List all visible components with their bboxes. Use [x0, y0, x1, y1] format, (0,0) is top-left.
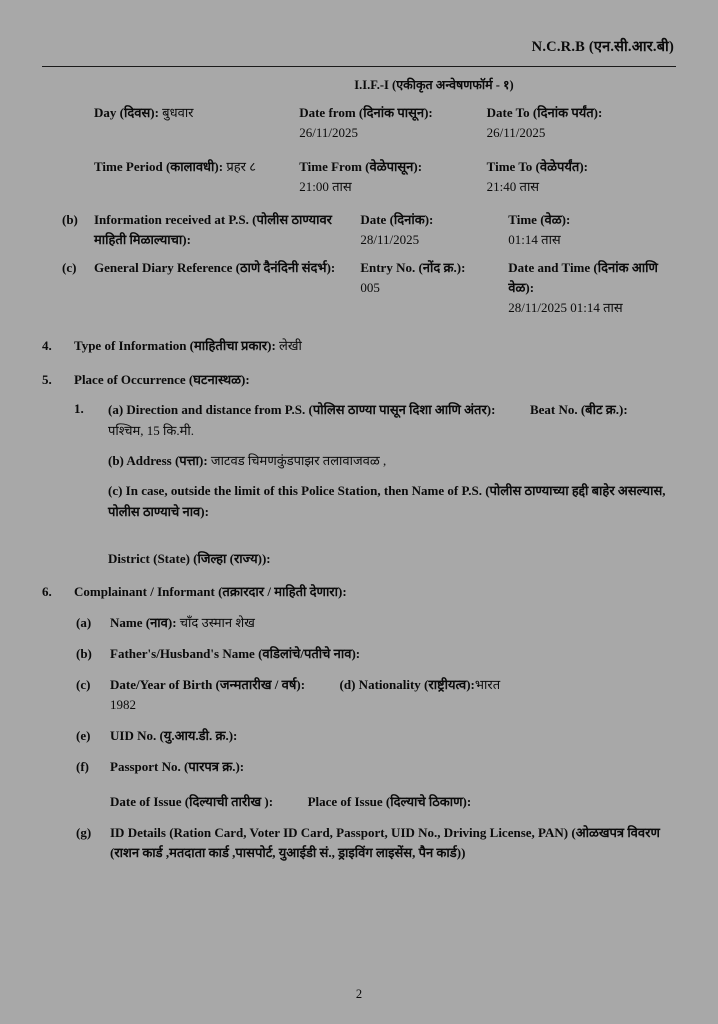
- item-c-datetime-cell: [508, 258, 684, 318]
- item-c-row: [34, 258, 684, 318]
- date-from-label: Date from (दिनांक पासून):: [299, 105, 433, 120]
- section-4: [34, 336, 684, 357]
- poo-district-label: District (State) (जिल्हा (राज्य)):: [108, 551, 271, 567]
- complainant-id-details-body: [110, 823, 684, 865]
- section-5-label: Place of Occurrence (घटनास्थळ):: [74, 372, 250, 388]
- section-4-number: 4.: [42, 338, 52, 354]
- date-from-value: 26/11/2025: [299, 125, 358, 141]
- complainant-dob-body: [110, 675, 684, 717]
- section-6-number: 6.: [42, 584, 52, 600]
- complainant-passport-row: [74, 757, 684, 813]
- complainant-father-body: [110, 644, 684, 665]
- complainant-name-label: Name (नाव):: [110, 614, 177, 630]
- complainant-id-details-label: ID Details (Ration Card, Voter ID Card, Passport, UID No., Driving License, PAN) (ओळखपत्र विवरण (राशन कार्ड ,मतदाता कार्ड ,पासपोर्ट, युआईडी सं., ड्राइविंग लाइसेंस, पैन कार्ड)): [110, 824, 660, 861]
- complainant-id-details-row: [74, 823, 684, 865]
- time-period-cell: [94, 157, 299, 177]
- section-5: [34, 370, 684, 578]
- item-b-date-value: 28/11/2025: [360, 231, 420, 247]
- item-c-entry-value: 005: [360, 279, 380, 295]
- section-5-sub-body: [108, 399, 684, 578]
- poo-address-label: (b) Address (पत्ता):: [108, 452, 208, 468]
- item-b-label: Information received at P.S. (पोलीस ठाण्यावर माहिती मिळाल्याचा):: [94, 211, 332, 247]
- section-5-sub-1: [74, 399, 684, 578]
- date-to-label: Date To (दिनांक पर्यंत):: [486, 105, 603, 120]
- item-b-time-label: Time (वेळ):: [508, 211, 571, 227]
- poo-address-value: जाटवड चिमणकुंडपाझर तलावाजवळ ,: [210, 452, 387, 468]
- iif-title: I.I.F.-I (एकीकृत अन्वेषणफॉर्म - १): [354, 78, 514, 92]
- complainant-uid-marker: (e): [76, 728, 91, 744]
- section-6-body: [74, 582, 684, 864]
- datetime-block: [94, 103, 684, 198]
- page-number: 2: [355, 987, 363, 1001]
- item-c-datetime-value: 28/11/2025 01:14 तास: [508, 300, 623, 316]
- complainant-nationality-value: भारत: [474, 676, 501, 692]
- date-to-cell: [487, 103, 684, 143]
- passport-issue-place-label: Place of Issue (दिल्याचे ठिकाण):: [307, 793, 472, 809]
- item-b-date-cell: [360, 210, 508, 250]
- poo-direction-value: पश्चिम, 15 कि.मी.: [108, 422, 195, 438]
- complainant-name-body: [110, 613, 684, 634]
- complainant-name-marker: (a): [76, 614, 92, 630]
- complainant-uid-row: [74, 726, 684, 747]
- section-5-sub-number: 1.: [74, 400, 84, 416]
- complainant-father-label: Father's/Husband's Name (वडिलांचे/पतीचे नाव):: [110, 645, 361, 661]
- complainant-passport-body: [110, 757, 684, 813]
- poo-outside-ps-row: [108, 480, 684, 522]
- poo-direction-label: (a) Direction and distance from P.S. (पोलिस ठाण्या पासून दिशा आणि अंतर):: [108, 401, 496, 417]
- complainant-father-row: [74, 644, 684, 665]
- poo-outside-ps-label: (c) In case, outside the limit of this Police Station, then Name of P.S. (पोलीस ठाण्याच्या हद्दी बाहेर असल्यास, पोलीस ठाण्याचे नाव):: [108, 483, 666, 520]
- day-label: Day (दिवस):: [94, 105, 159, 120]
- poo-direction-row: [108, 399, 684, 441]
- complainant-passport-label: Passport No. (पारपत्र क्र.):: [110, 758, 245, 774]
- date-from-cell: [299, 103, 486, 143]
- complainant-name-value: चाँद उस्मान शेख: [179, 614, 255, 630]
- complainant-name-row: [74, 613, 684, 634]
- item-c-entry-cell: [360, 258, 508, 298]
- page-inner: [34, 36, 684, 1012]
- section-5-body: [74, 370, 684, 578]
- passport-issue-date-label: Date of Issue (दिल्याची तारीख ):: [110, 793, 274, 809]
- complainant-passport-marker: (f): [76, 758, 89, 774]
- poo-address-row: [108, 450, 684, 471]
- complainant-dob-row: [74, 675, 684, 717]
- item-b-time-value: 01:14 तास: [508, 231, 561, 247]
- complainant-uid-body: [110, 726, 684, 747]
- item-c-entry-label: Entry No. (नोंद क्र.):: [360, 259, 466, 275]
- time-period-label: Time Period (कालावधी):: [94, 159, 224, 175]
- section-6-label: Complainant / Informant (तक्रारदार / माहिती देणारा):: [74, 584, 347, 600]
- datetime-row-1: [94, 103, 684, 143]
- passport-issue-row: [110, 792, 684, 813]
- time-to-cell: [487, 157, 684, 197]
- ncrb-header: N.C.R.B (एन.सी.आर.बी): [531, 39, 674, 55]
- complainant-dob-label: Date/Year of Birth (जन्मतारीख / वर्ष):: [110, 676, 306, 692]
- date-to-value: 26/11/2025: [486, 125, 546, 141]
- time-to-value: 21:40 तास: [486, 179, 540, 195]
- complainant-father-marker: (b): [76, 645, 92, 661]
- item-b-marker: (b): [62, 211, 78, 227]
- section-4-body: [74, 336, 684, 357]
- section-4-value: लेखी: [279, 338, 302, 354]
- section-6: [34, 582, 684, 864]
- time-from-label: Time From (वेळेपासून):: [299, 159, 423, 175]
- item-b-date-label: Date (दिनांक):: [360, 211, 434, 227]
- item-b-row: [34, 210, 684, 250]
- day-cell: [94, 103, 299, 123]
- beat-no-label: Beat No. (बीट क्र.):: [529, 401, 628, 417]
- section-4-label: Type of Information (माहितीचा प्रकार):: [74, 338, 276, 354]
- complainant-nationality-label: (d) Nationality (राष्ट्रीयत्व):: [339, 676, 475, 692]
- complainant-dob-value: 1982: [110, 697, 136, 713]
- complainant-dob-marker: (c): [76, 676, 91, 692]
- section-5-number: 5.: [42, 372, 52, 388]
- day-value: बुधवार: [162, 105, 194, 120]
- poo-district-row: [108, 548, 684, 569]
- complainant-uid-label: UID No. (यु.आय.डी. क्र.):: [110, 728, 238, 744]
- time-to-label: Time To (वेळेपर्यंत):: [486, 159, 588, 175]
- item-b-inner: [34, 210, 684, 250]
- header-divider: [42, 66, 676, 67]
- item-b-time-cell: [508, 210, 684, 250]
- item-c-label: General Diary Reference (ठाणे दैनंदिनी संदर्भ):: [94, 259, 336, 275]
- complainant-id-details-marker: (g): [76, 824, 92, 840]
- datetime-row-2: [94, 157, 684, 197]
- time-from-cell: [299, 157, 486, 197]
- time-from-value: 21:00 तास: [299, 179, 352, 195]
- item-c-datetime-label: Date and Time (दिनांक आणि वेळ):: [508, 259, 658, 295]
- item-c-marker: (c): [62, 259, 77, 275]
- time-period-value: प्रहर ८: [226, 159, 256, 175]
- item-c-inner: [34, 258, 684, 318]
